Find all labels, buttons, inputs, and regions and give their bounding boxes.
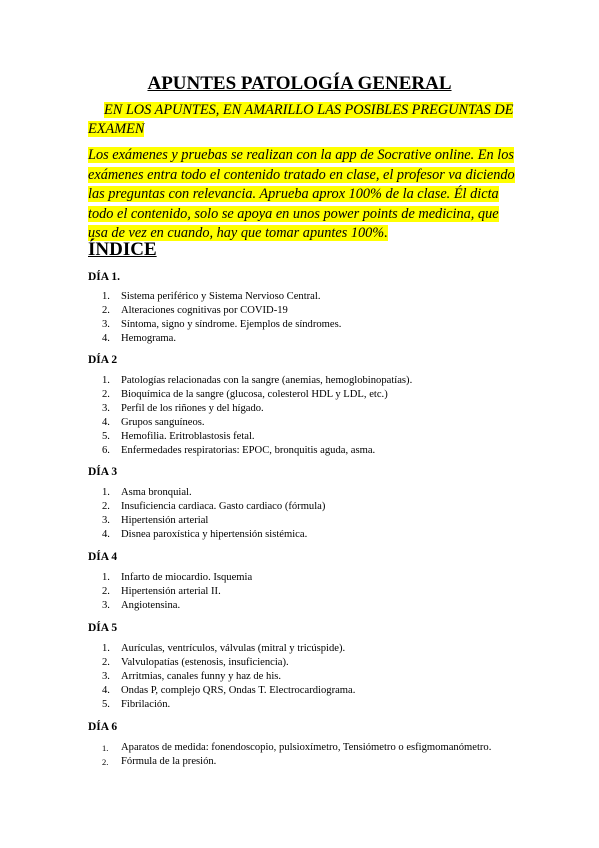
item-text: Fibrilación. xyxy=(121,699,171,711)
day-5-list xyxy=(88,642,355,712)
item-number: 1. xyxy=(102,375,110,386)
item-number: 3. xyxy=(102,600,110,612)
day-2-list xyxy=(88,374,412,459)
list-item xyxy=(88,500,325,514)
list-item xyxy=(88,374,412,388)
item-number: 4. xyxy=(102,529,110,541)
item-text: Bioquímica de la sangre (glucosa, colesterol HDL y LDL, etc.) xyxy=(121,389,388,401)
item-text: Asma bronquial. xyxy=(121,487,192,498)
intro-paragraph-text: Los exámenes y pruebas se realizan con la app de Socrative online. En los exámenes entra todo el contenido tratado en clase, el profesor va diciendo las preguntas con relevancia. Aprueba aprox 100% de la clase. Él dicta todo el contenido, solo se apoya en unos power points de medicina, que usa de vez en cuando, hay que tomar apuntes 100%. xyxy=(88,147,515,241)
day-1-heading: DÍA 1. xyxy=(88,271,120,283)
item-text: Grupos sanguíneos. xyxy=(121,417,205,429)
list-item xyxy=(88,430,412,444)
item-number: 3. xyxy=(102,515,110,527)
item-number: 3. xyxy=(102,319,110,331)
item-text: Hemofilia. Eritroblastosis fetal. xyxy=(121,431,255,443)
item-number: 2. xyxy=(102,501,110,513)
list-item xyxy=(88,318,341,332)
item-number: 2. xyxy=(102,657,110,669)
list-item xyxy=(88,444,412,458)
item-number: 1. xyxy=(102,572,110,583)
day-3-heading: DÍA 3 xyxy=(88,466,118,478)
exam-note xyxy=(88,101,518,139)
item-text: Aurículas, ventrículos, válvulas (mitral y tricúspide). xyxy=(121,643,346,654)
item-text: Arritmias, canales funny y haz de his. xyxy=(121,671,282,683)
item-text: Hipertensión arterial II. xyxy=(121,586,221,598)
item-text: Disnea paroxística y hipertensión sistémica. xyxy=(121,529,308,541)
day-3-list xyxy=(88,486,325,542)
index-heading: ÍNDICE xyxy=(88,239,157,260)
item-number: 4. xyxy=(102,417,110,429)
item-text: Síntoma, signo y síndrome. Ejemplos de síndromes. xyxy=(121,319,342,331)
item-text: Insuficiencia cardiaca. Gasto cardiaco (fórmula) xyxy=(121,501,326,513)
item-text: Fórmula de la presión. xyxy=(121,756,217,768)
list-item xyxy=(88,656,355,670)
item-number: 1. xyxy=(102,643,110,654)
item-text: Hipertensión arterial xyxy=(121,515,209,527)
exam-note-text: EN LOS APUNTES, EN AMARILLO LAS POSIBLES PREGUNTAS DE EXAMEN xyxy=(88,102,514,137)
item-text: Patologías relacionadas con la sangre (anemias, hemoglobinopatías). xyxy=(121,375,413,386)
list-item xyxy=(88,585,252,599)
list-item xyxy=(88,514,325,528)
list-item xyxy=(88,599,252,613)
list-item xyxy=(88,684,355,698)
item-number: 2. xyxy=(102,305,110,317)
item-number: 1. xyxy=(102,291,110,302)
document-title: APUNTES PATOLOGÍA GENERAL xyxy=(147,73,452,94)
item-number: 2. xyxy=(102,757,109,768)
item-text: Alteraciones cognitivas por COVID-19 xyxy=(121,305,288,317)
item-text: Sistema periférico y Sistema Nervioso Central. xyxy=(121,291,321,302)
list-item xyxy=(88,642,355,656)
day-4-list xyxy=(88,571,252,613)
item-text: Valvulopatías (estenosis, insuficiencia). xyxy=(121,657,289,669)
item-number: 5. xyxy=(102,431,110,443)
item-number: 1. xyxy=(102,743,109,753)
item-text: Perfil de los riñones y del hígado. xyxy=(121,403,264,415)
list-item xyxy=(88,571,252,585)
item-text: Infarto de miocardio. Isquemia xyxy=(121,572,253,583)
item-number: 3. xyxy=(102,671,110,683)
day-2-heading: DÍA 2 xyxy=(88,354,118,366)
item-number: 5. xyxy=(102,699,110,711)
list-item xyxy=(88,388,412,402)
item-number: 2. xyxy=(102,586,110,598)
list-item xyxy=(88,486,325,500)
day-1-list xyxy=(88,290,341,346)
item-number: 4. xyxy=(102,685,110,697)
item-text: Ondas P, complejo QRS, Ondas T. Electrocardiograma. xyxy=(121,685,356,697)
list-item xyxy=(88,402,412,416)
day-5-heading: DÍA 5 xyxy=(88,622,118,634)
item-number: 3. xyxy=(102,403,110,415)
item-text: Hemograma. xyxy=(121,333,177,345)
list-item xyxy=(88,670,355,684)
list-item xyxy=(88,332,341,346)
item-number: 6. xyxy=(102,445,110,457)
day-6-list xyxy=(88,741,491,769)
intro-paragraph xyxy=(88,146,518,244)
day-6-heading: DÍA 6 xyxy=(88,721,118,733)
item-text: Angiotensina. xyxy=(121,600,181,612)
item-text: Aparatos de medida: fonendoscopio, pulsioxímetro, Tensiómetro o esfigmomanómetro. xyxy=(121,742,492,753)
list-item xyxy=(88,304,341,318)
item-number: 1. xyxy=(102,487,110,498)
list-item xyxy=(88,698,355,712)
item-number: 4. xyxy=(102,333,110,345)
item-number: 2. xyxy=(102,389,110,401)
day-4-heading: DÍA 4 xyxy=(88,551,118,563)
list-item xyxy=(88,528,325,542)
list-item xyxy=(88,741,491,755)
item-text: Enfermedades respiratorias: EPOC, bronquitis aguda, asma. xyxy=(121,445,376,457)
list-item xyxy=(88,755,491,769)
list-item xyxy=(88,290,341,304)
list-item xyxy=(88,416,412,430)
